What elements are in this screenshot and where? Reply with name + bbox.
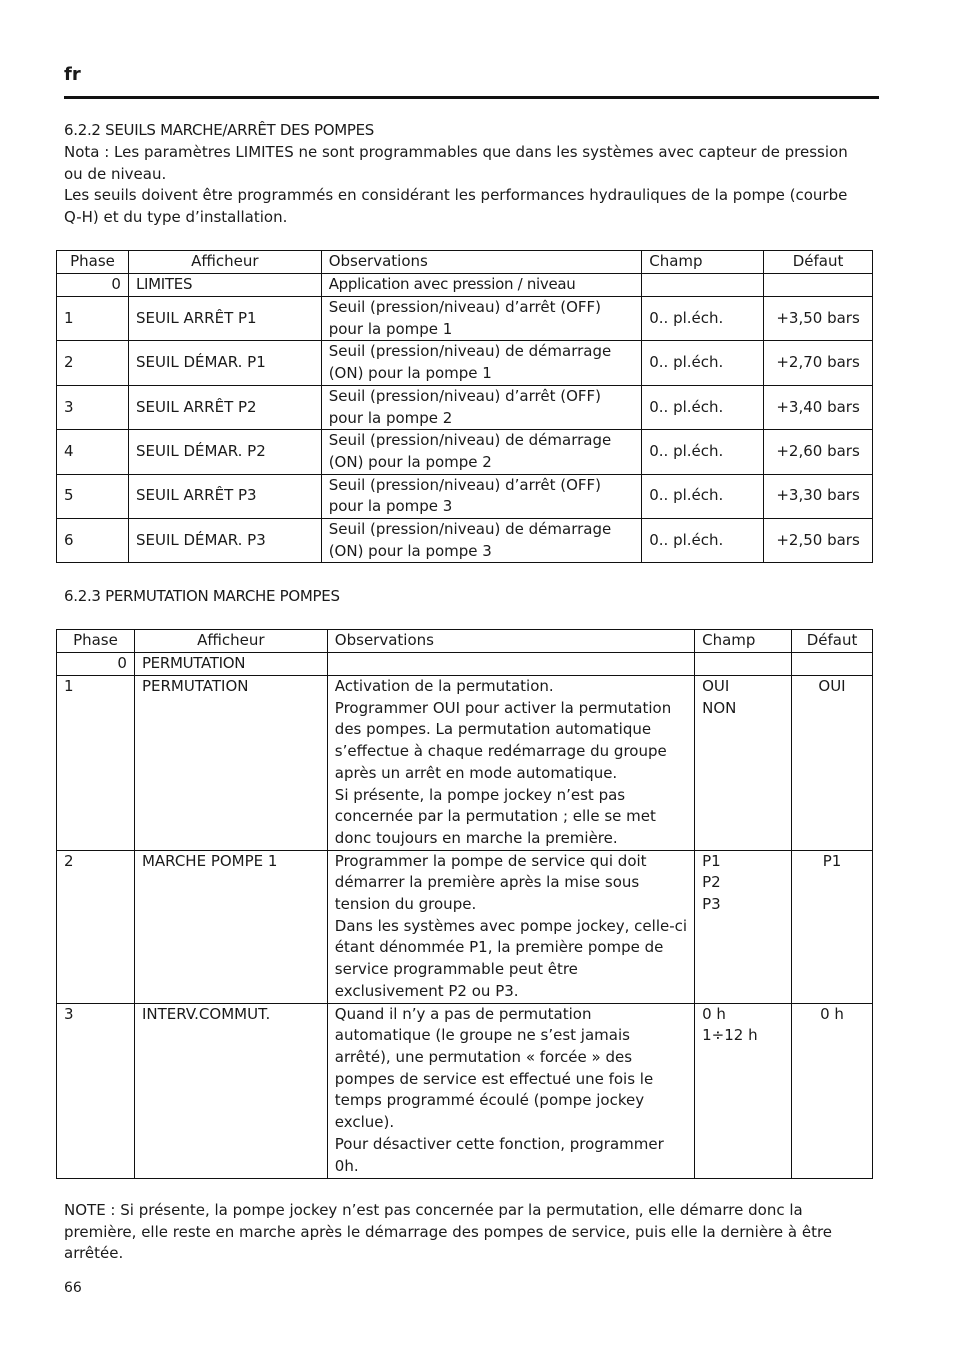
row-display: PERMUTATION xyxy=(134,676,327,851)
col-header-observations: Observations xyxy=(321,251,642,274)
group-display: LIMITES xyxy=(128,274,321,297)
table-row xyxy=(57,385,873,429)
row-observations: Seuil (pression/niveau) d’arrêt (OFF) pour la pompe 1 xyxy=(321,297,642,341)
row-phase: 2 xyxy=(57,850,135,1003)
row-default: +2,60 bars xyxy=(764,430,873,474)
row-default: +3,40 bars xyxy=(764,385,873,429)
group-observations xyxy=(327,653,694,676)
row-display: SEUIL ARRÊT P3 xyxy=(128,474,321,518)
col-header-default: Défaut xyxy=(792,630,873,653)
group-row xyxy=(57,274,873,297)
row-default: OUI xyxy=(792,676,873,851)
table-row xyxy=(57,850,873,1003)
col-header-range: Champ xyxy=(695,630,792,653)
group-display: PERMUTATION xyxy=(134,653,327,676)
group-row xyxy=(57,653,873,676)
row-display: SEUIL DÉMAR. P2 xyxy=(128,430,321,474)
group-range xyxy=(695,653,792,676)
row-observations: Seuil (pression/niveau) d’arrêt (OFF) pour la pompe 2 xyxy=(321,385,642,429)
row-display: SEUIL DÉMAR. P1 xyxy=(128,341,321,385)
note-paragraph: NOTE : Si présente, la pompe jockey n’est pas concernée par la permutation, elle démarre donc la première, elle reste en marche après le démarrage des pompes de service, puis elle la dernière à être arrêtée. xyxy=(64,1201,833,1263)
thresholds-paragraph: Les seuils doivent être programmés en considérant les performances hydrauliques de la pompe (courbe Q-H) et du type d’installation. xyxy=(64,186,848,226)
row-observations: Seuil (pression/niveau) de démarrage (ON) pour la pompe 3 xyxy=(321,519,642,563)
row-range: OUI NON xyxy=(695,676,792,851)
row-phase: 5 xyxy=(57,474,129,518)
col-header-phase: Phase xyxy=(57,630,135,653)
row-observations: Quand il n’y a pas de permutation automatique (le groupe ne s’est jamais arrêté), une permutation « forcée » des pompes de service est effectué une fois le temps programmé écoulé (pompe jockey exclue). Pour désactiver cette fonction, programmer 0h. xyxy=(327,1003,694,1178)
table-row xyxy=(57,519,873,563)
row-phase: 1 xyxy=(57,676,135,851)
permutation-table xyxy=(56,629,873,1179)
row-range: P1 P2 P3 xyxy=(695,850,792,1003)
nota-paragraph: Nota : Les paramètres LIMITES ne sont programmables que dans les systèmes avec capteur de pression ou de niveau. xyxy=(64,143,848,183)
row-default: +2,50 bars xyxy=(764,519,873,563)
row-range: 0.. pl.éch. xyxy=(642,297,764,341)
section-title-permutation: 6.2.3 PERMUTATION MARCHE POMPES xyxy=(64,587,340,605)
row-range: 0.. pl.éch. xyxy=(642,474,764,518)
row-default: +3,50 bars xyxy=(764,297,873,341)
table-header-row xyxy=(57,251,873,274)
row-observations: Seuil (pression/niveau) de démarrage (ON) pour la pompe 2 xyxy=(321,430,642,474)
col-header-observations: Observations xyxy=(327,630,694,653)
row-phase: 2 xyxy=(57,341,129,385)
row-default: 0 h xyxy=(792,1003,873,1178)
row-phase: 4 xyxy=(57,430,129,474)
row-range: 0 h 1÷12 h xyxy=(695,1003,792,1178)
row-phase: 3 xyxy=(57,1003,135,1178)
col-header-display: Afficheur xyxy=(128,251,321,274)
table-header-row xyxy=(57,630,873,653)
group-default xyxy=(792,653,873,676)
header-rule xyxy=(64,96,879,99)
row-observations: Seuil (pression/niveau) de démarrage (ON) pour la pompe 1 xyxy=(321,341,642,385)
row-default: +3,30 bars xyxy=(764,474,873,518)
row-display: SEUIL DÉMAR. P3 xyxy=(128,519,321,563)
row-display: MARCHE POMPE 1 xyxy=(134,850,327,1003)
row-default: P1 xyxy=(792,850,873,1003)
table-row xyxy=(57,676,873,851)
table-row xyxy=(57,1003,873,1178)
row-range: 0.. pl.éch. xyxy=(642,385,764,429)
row-observations: Activation de la permutation. Programmer OUI pour activer la permutation des pompes. La permutation automatique s’effectue à chaque redémarrage du groupe après un arrêt en mode automatique. Si présente, la pompe jockey n’est pas concernée par la permutation ; elle se met donc toujours en marche la première. xyxy=(327,676,694,851)
col-header-display: Afficheur xyxy=(134,630,327,653)
table-row xyxy=(57,474,873,518)
group-range xyxy=(642,274,764,297)
group-default xyxy=(764,274,873,297)
section-title-thresholds: 6.2.2 SEUILS MARCHE/ARRÊT DES POMPES xyxy=(64,121,375,139)
row-phase: 1 xyxy=(57,297,129,341)
group-observations: Application avec pression / niveau xyxy=(321,274,642,297)
col-header-range: Champ xyxy=(642,251,764,274)
table-row xyxy=(57,297,873,341)
row-range: 0.. pl.éch. xyxy=(642,430,764,474)
table-row xyxy=(57,430,873,474)
row-display: SEUIL ARRÊT P2 xyxy=(128,385,321,429)
row-display: INTERV.COMMUT. xyxy=(134,1003,327,1178)
table-row xyxy=(57,341,873,385)
col-header-phase: Phase xyxy=(57,251,129,274)
row-observations: Seuil (pression/niveau) d’arrêt (OFF) pour la pompe 3 xyxy=(321,474,642,518)
language-label: fr xyxy=(64,64,81,85)
group-phase: 0 xyxy=(57,653,135,676)
row-default: +2,70 bars xyxy=(764,341,873,385)
row-phase: 6 xyxy=(57,519,129,563)
col-header-default: Défaut xyxy=(764,251,873,274)
row-range: 0.. pl.éch. xyxy=(642,341,764,385)
row-display: SEUIL ARRÊT P1 xyxy=(128,297,321,341)
row-range: 0.. pl.éch. xyxy=(642,519,764,563)
row-phase: 3 xyxy=(57,385,129,429)
row-observations: Programmer la pompe de service qui doit démarrer la première après la mise sous tension du groupe. Dans les systèmes avec pompe jockey, celle-ci étant dénommée P1, la première pompe de service programmable peut être exclusivement P2 ou P3. xyxy=(327,850,694,1003)
thresholds-table xyxy=(56,250,873,563)
group-phase: 0 xyxy=(57,274,129,297)
page-number: 66 xyxy=(64,1280,82,1296)
